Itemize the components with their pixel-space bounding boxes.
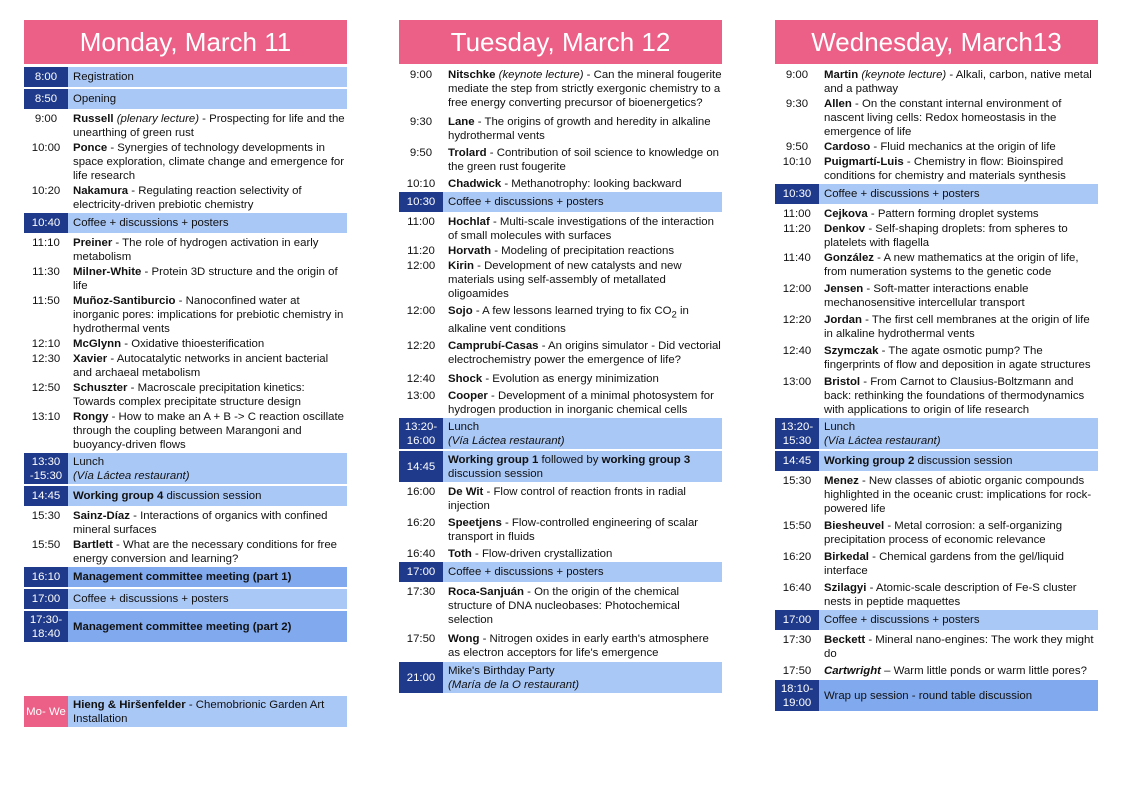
schedule-item: 10:10 Chadwick - Methanotrophy: looking backward <box>406 178 682 190</box>
schedule-item: 17:30 Roca-Sanjuán - On the origin of the chemical structure of DNA nucleobases: Photochemical selection <box>406 586 680 627</box>
schedule-item: 9:30 Lane - The origins of growth and heredity in alkaline hydrothermal vents <box>409 116 711 142</box>
management-meeting-band: 16:10 Management committee meeting (part 1) <box>24 567 347 587</box>
schedule-item: 12:40 Shock - Evolution as energy minimization <box>406 373 659 386</box>
schedule-item: 15:50 Bartlett - What are the necessary conditions for free energy conversion and learning? <box>31 539 337 565</box>
schedule-item: 17:50 Cartwright – Warm little ponds or warm little pores? <box>782 665 1087 677</box>
birthday-party-band: 21:00 Mike's Birthday Party (María de la O restaurant) <box>399 662 722 693</box>
schedule-item: 15:30 Sainz-Díaz - Interactions of organics with confined mineral surfaces <box>31 510 328 536</box>
schedule-item: 9:30 Allen - On the constant internal environment of nascent living cells: Redox homeostasis in the emergence of life <box>785 98 1062 138</box>
schedule-item: 11:40 González - A new mathematics at the origin of life, from numeration systems to the genetic code <box>783 252 1079 278</box>
coffee-band: 10:30 Coffee + discussions + posters <box>775 184 1098 204</box>
schedule-item: 17:30 Beckett - Mineral nano-engines: The work they might do <box>782 634 1094 660</box>
working-group-band: 14:45 Working group 4 discussion session <box>24 486 347 506</box>
schedule-item: 9:50 Trolard - Contribution of soil science to knowledge on the green rust fougerite <box>409 147 719 173</box>
schedule-item: 16:40 Szilagyi - Atomic-scale description of Fe-S cluster nests in peptide maquettes <box>782 582 1077 608</box>
schedule-item: 10:10 Puigmartí-Luis - Chemistry in flow: Bioinspired conditions for chemistry and materials synthesis <box>782 156 1066 182</box>
wednesday-column <box>775 20 1098 713</box>
schedule-item: 11:10 Preiner - The role of hydrogen activation in early metabolism <box>32 237 319 263</box>
schedule-item: 9:50 Cardoso - Fluid mechanics at the origin of life <box>785 141 1056 153</box>
schedule-item: 16:20 Speetjens - Flow-controlled engineering of scalar transport in fluids <box>406 517 699 544</box>
schedule-item: 16:00 De Wit - Flow control of reaction fronts in radial injection <box>406 486 686 513</box>
schedule-item: 12:50 Schuszter - Macroscale precipitation kinetics: Towards complex precipitate structure design <box>31 382 305 408</box>
coffee-band: 17:00 Coffee + discussions + posters <box>775 610 1098 630</box>
monday-header: Monday, March 11 <box>24 20 347 64</box>
wednesday-header: Wednesday, March13 <box>775 20 1098 64</box>
schedule-item: 11:30 Milner-White - Protein 3D structure and the origin of life <box>32 266 338 292</box>
schedule-item: 9:00 Nitschke (keynote lecture) - Can the mineral fougerite mediate the step from strictly exergonic chemistry to a free energy converting precursor of bioenergetics? <box>409 69 722 109</box>
schedule-item: 13:00 Cooper - Development of a minimal photosystem for hydrogen production in inorganic chemical cells <box>406 390 714 417</box>
schedule-item: 13:10 Rongy - How to make an A + B -> C reaction oscillate through the coupling between Marangoni and buoyancy-driven flows <box>31 411 344 451</box>
schedule-item: 11:00 Hochlaf - Multi-scale investigations of the interaction of small molecules with surfaces <box>407 216 714 242</box>
art-installation-band: Mo- We Hieng & Hiršenfelder - Chemobrionic Garden Art Installation <box>24 696 347 727</box>
schedule-item: 15:50 Biesheuvel - Metal corrosion: a self-organizing precipitation process of economic relevance <box>782 520 1063 546</box>
coffee-band: 10:40 Coffee + discussions + posters <box>24 213 347 233</box>
tuesday-column <box>399 20 722 695</box>
schedule-band: 8:00 Registration <box>24 67 347 87</box>
schedule-item: 12:00 Sojo - A few lessons learned trying to fix $CO_2$ in alkaline vent conditions <box>406 305 689 336</box>
working-group-band: 14:45 Working group 1 followed by working group 3 discussion session <box>399 451 722 482</box>
schedule-item: 12:20 Camprubí-Casas - An origins simulator - Did vectorial electrochemistry power the emergence of life? <box>406 340 721 367</box>
lunch-band: 13:30 -15:30 Lunch (Vía Láctea restaurant) <box>24 453 347 484</box>
coffee-band: 17:00 Coffee + discussions + posters <box>399 562 722 582</box>
schedule-item: 9:00 Martin (keynote lecture) - Alkali, carbon, native metal and a pathway <box>785 69 1092 95</box>
schedule-item: 12:40 Szymczak - The agate osmotic pump? The fingerprints of flow and deposition in agate structures <box>782 345 1091 371</box>
monday-column <box>24 20 347 727</box>
schedule-band: 8:50 Opening <box>24 89 347 109</box>
schedule-item: 12:30 Xavier - Autocatalytic networks in ancient bacterial and archaeal metabolism <box>31 353 329 379</box>
schedule-item: 12:20 Jordan - The first cell membranes at the origin of life in alkaline hydrothermal vents <box>782 314 1090 340</box>
schedule-item: 11:20 Horvath - Modeling of precipitation reactions <box>407 245 675 257</box>
schedule-item: 15:30 Menez - New classes of abiotic organic compounds highlighted in the oceanic crust: implications for rock-powered life <box>782 475 1092 515</box>
schedule-item: 9:00 Russell (plenary lecture) - Prospecting for life and the unearthing of green rust <box>34 113 345 139</box>
schedule-item: 12:00 Jensen - Soft-matter interactions enable mechanosensitive intercellular transport <box>782 283 1029 309</box>
schedule-item: 10:00 Ponce - Synergies of technology developments in space exploration, climate change and emergence for life research <box>31 142 345 182</box>
coffee-band: 17:00 Coffee + discussions + posters <box>24 589 347 609</box>
lunch-band: 13:20- 15:30 Lunch (Vía Láctea restaurant) <box>775 418 1098 449</box>
schedule-item: 11:00 Cejkova - Pattern forming droplet systems <box>783 208 1039 220</box>
schedule-item: 16:40 Toth - Flow-driven crystallization <box>406 548 613 561</box>
schedule-item: 10:20 Nakamura - Regulating reaction selectivity of electricity-driven prebiotic chemistry <box>31 185 302 211</box>
management-meeting-band: 17:30- 18:40 Management committee meeting (part 2) <box>24 611 347 642</box>
lunch-band: 13:20- 16:00 Lunch (Vía Láctea restaurant) <box>399 418 722 449</box>
coffee-band: 10:30 Coffee + discussions + posters <box>399 192 722 212</box>
schedule-item: 13:00 Bristol - From Carnot to Clausius-Boltzmann and back: rethinking the foundations of thermodynamics with applications to origin of life research <box>782 376 1085 416</box>
schedule-item: 16:20 Birkedal - Chemical gardens from the gel/liquid interface <box>782 551 1064 577</box>
working-group-band: 14:45 Working group 2 discussion session <box>775 451 1098 471</box>
wrap-up-band: 18:10- 19:00 Wrap up session - round table discussion <box>775 680 1098 711</box>
schedule-item: 11:20 Denkov - Self-shaping droplets: from spheres to platelets with flagella <box>783 223 1068 249</box>
schedule-item: 12:10 McGlynn - Oxidative thioesterification <box>31 338 265 350</box>
schedule-item: 17:50 Wong - Nitrogen oxides in early earth's atmosphere as electron acceptors for life's emergence <box>406 633 709 660</box>
tuesday-header: Tuesday, March 12 <box>399 20 722 64</box>
schedule-item: 12:00 Kirin - Development of new catalysts and new materials using self-assembly of metallated oligoamides <box>406 260 682 300</box>
schedule-item: 11:50 Muñoz-Santiburcio - Nanoconfined water at inorganic pores: implications for prebiotic chemistry in hydrothermal vents <box>32 295 344 335</box>
